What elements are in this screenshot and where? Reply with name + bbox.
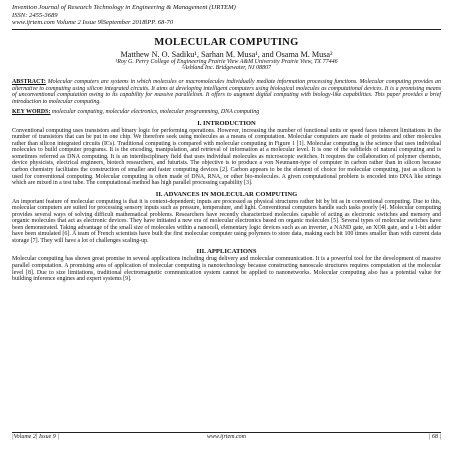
affiliation-2: ²Ashland Inc. Bridgewater, NJ 08807 [181,65,272,72]
section-heading-applications: III. APPLICATIONS [196,248,257,256]
abstract-label: ABSTRACT: [12,78,46,85]
paper-title: MOLECULAR COMPUTING [154,36,299,48]
abstract-text: Molecular computers are systems in which molecules or macromolecules individually mediate information processing functions. Molecular computing provides an alternative to computing using silicon integrated circuits. It aims at developing intelligent computers using biological molecules as computational devices. It is a promising means of unconventional computation owing to its capability for massive parallelism. It offers to augment digital computing with biology-like capabilities. This paper provides a brief introduction to molecular computing. [12,78,441,105]
header-divider [12,29,441,30]
paper-page [12,4,441,283]
footer-volume: |Volume 2| Issue 9 | [12,434,59,440]
affiliations [12,59,441,72]
abstract [12,79,441,105]
footer-divider [12,432,441,433]
keywords-text: molecular computing, molecular electronics, molecular programming, DNA computing [50,109,260,116]
footer-page-number: | 68 | [428,434,441,440]
section-body-introduction: Conventional computing uses transistors and binary logic for performing operations. However, increasing the number of functional units or speed faces inherent limitations in the number of transistors that can be put in one chip. We therefore seek using molecules as a means of computation. Molecular computers are made of proteins and other molecules rather than silicon integrated circuits (ICs). Traditional computing is compared with molecular computing in Figure 1 [1]. Molecular computing is the science that uses individual molecules to build computer programs. It is the encoding, manipulation, and retrieval of information at a molecular level. It is one of the subfields of natural computing and is sometimes referred as DNA computing. It is an interdisciplinary field that uses individual molecules as microscopic switches. It requires the collaboration of polymer chemists, device physicists, electrical engineers, biotech researchers, and futurists. The objective is to produce a von Neumann-type of computer in carbon rather than in silicon because carbon chemistry facilitates the construction of smaller and faster computing devices [2]. Carbon appears to be the element of choice for molecular computing, just as silicon is used for conventional computing. Molecular computing is often made of DNA, RNA, or other bio-molecules. A given computational problem is encoded into DNA like strings which are mixed in a test tube. The computational method has high parallel processing capability [3]. [12,127,441,187]
section-body-applications: Molecular computing has shown great promise in several applications including drug delivery and molecular communication. It is a powerful tool for the development of massive parallel computation. A promising area of application of molecular computing is nanotechnology because constructing nanoscale structures requires computation at the molecular level [8]. Due to size limitations, traditional electromagnetic communication system cannot be applied to nanonetworks. Molecular computing also has a potential value for building inference engines and expert systems [9]. [12,256,441,283]
keywords [12,109,441,116]
footer-website: www.ijrtem.com [207,434,246,440]
journal-header [12,4,441,27]
affiliation-1: ¹Roy G. Perry College of Engineering Prairie View A&M University Prairie View, TX 77446 [115,58,338,65]
keywords-label: KEY WORDS: [12,109,51,116]
paper-authors: Matthew N. O. Sadiku¹, Sarhan M. Musa¹, and Osama M. Musa² [120,49,333,59]
journal-volume-line: www.ijrtem.com Volume 2 Issue 9‖September 2018‖PP. 68-70 [12,19,174,27]
section-heading-advances: II. ADVANCES IN MOLECULAR COMPUTING [155,190,298,198]
journal-issn: ISSN: 2455-3689 [12,11,58,19]
section-heading-introduction: I. INTRODUCTION [197,119,256,127]
journal-name: Invention Journal of Research Technology in Engineering & Management (IJRTEM) [12,4,236,11]
section-body-advances: An important feature of molecular computing is that it is context-dependent; inputs are processed as physical structures rather bit by bit as in conventional computing. Due to this, molecular computers are suited for processing sensory inputs such as pressure, temperature, and light. Conventional computers handle such tasks poorly [4]. Molecular computing provides several ways of solving difficult mathematical problems. Researchers have recently characterized molecules capable of acting as electronic switches and memory and organic molecules that act as electronic devices. They have initiated a new era of molecular electronics based on organic molecules [5]. Several types of molecular switches have been demonstrated. Taking advantage of the small size of molecules within a nanocell, elementary logic devices such as an inverter, a NAND gate, an XOR gate, and a 1-bit adder have been simulated [6]. A team of French scientists have built the first molecular computer using polymers to store data, making each bit 100 times smaller than with current data storage [7]. They will have a lot of challenges scaling-up. [12,198,441,244]
